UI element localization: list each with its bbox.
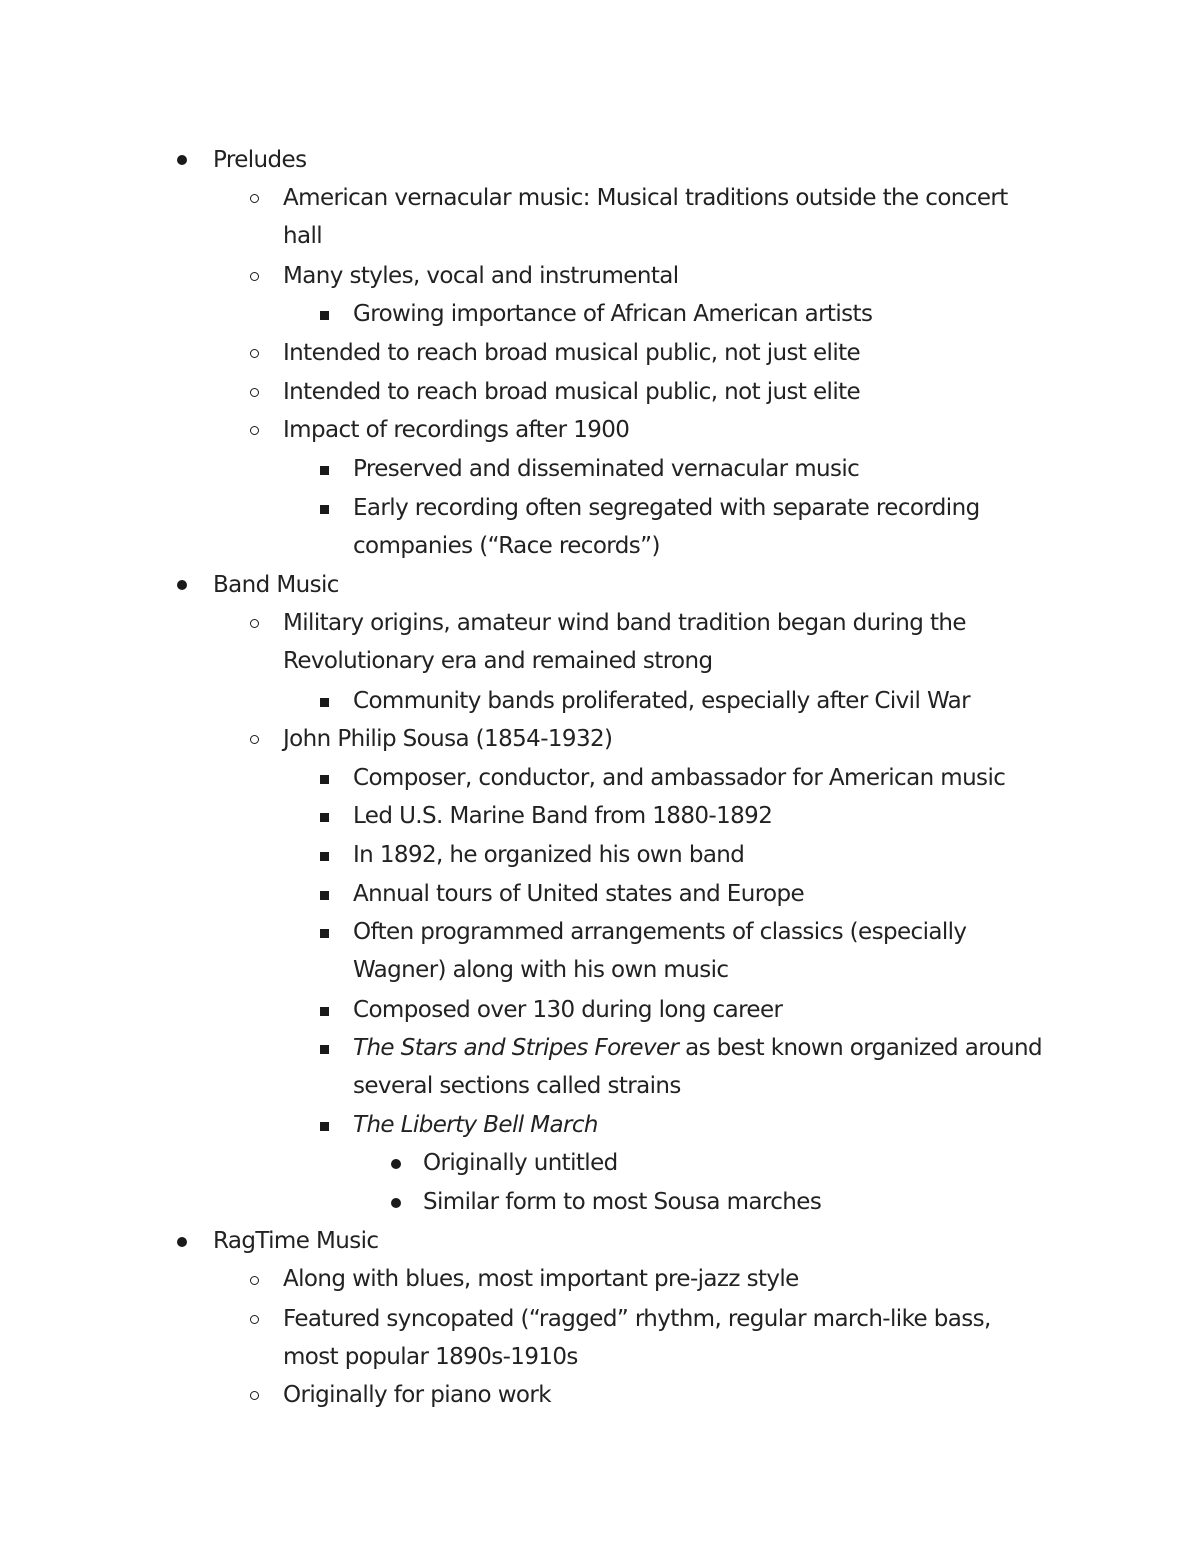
list-item-continuation: several sections called strains (353, 1073, 681, 1099)
bullet-square-icon (320, 813, 329, 822)
list-item: Composed over 130 during long career (353, 997, 783, 1023)
list-item: Impact of recordings after 1900 (283, 417, 630, 443)
bullet-circle-icon (250, 619, 259, 628)
bullet-square-icon (320, 311, 329, 320)
heading-band-music: Band Music (213, 572, 339, 598)
bullet-disc-icon (391, 1198, 401, 1208)
list-item: Originally untitled (423, 1150, 618, 1176)
list-item: Military origins, amateur wind band tradition began during the (283, 610, 966, 636)
list-item: Featured syncopated (“ragged” rhythm, regular march-like bass, (283, 1306, 991, 1332)
bullet-circle-icon (250, 426, 259, 435)
bullet-square-icon (320, 1122, 329, 1131)
bullet-square-icon (320, 1007, 329, 1016)
bullet-disc-icon (177, 1237, 187, 1247)
list-item: Similar form to most Sousa marches (423, 1189, 822, 1215)
list-item-text: as best known organized around (678, 1035, 1042, 1061)
bullet-circle-icon (250, 388, 259, 397)
list-item: American vernacular music: Musical traditions outside the concert (283, 185, 1008, 211)
list-item-continuation: most popular 1890s-1910s (283, 1344, 578, 1370)
list-item-continuation: hall (283, 223, 323, 249)
list-item-continuation: Revolutionary era and remained strong (283, 648, 713, 674)
heading-ragtime-music: RagTime Music (213, 1228, 379, 1254)
list-item: Intended to reach broad musical public, not just elite (283, 340, 861, 366)
list-item: Preserved and disseminated vernacular music (353, 456, 860, 482)
bullet-square-icon (320, 505, 329, 514)
list-item: Along with blues, most important pre-jazz style (283, 1266, 799, 1292)
bullet-circle-icon (250, 1276, 259, 1285)
bullet-square-icon (320, 775, 329, 784)
list-item: Growing importance of African American artists (353, 301, 873, 327)
list-item: John Philip Sousa (1854-1932) (283, 726, 613, 752)
list-item-continuation: Wagner) along with his own music (353, 957, 729, 983)
list-item: Community bands proliferated, especially after Civil War (353, 688, 970, 714)
bullet-square-icon (320, 891, 329, 900)
bullet-circle-icon (250, 1391, 259, 1400)
bullet-disc-icon (177, 580, 187, 590)
list-item: Led U.S. Marine Band from 1880-1892 (353, 803, 773, 829)
list-item: In 1892, he organized his own band (353, 842, 745, 868)
heading-preludes: Preludes (213, 147, 307, 173)
list-item-continuation: companies (“Race records”) (353, 533, 660, 559)
bullet-circle-icon (250, 349, 259, 358)
bullet-square-icon (320, 852, 329, 861)
bullet-square-icon (320, 698, 329, 707)
list-item: Many styles, vocal and instrumental (283, 263, 679, 289)
bullet-circle-icon (250, 194, 259, 203)
list-item: Originally for piano work (283, 1382, 551, 1408)
bullet-circle-icon (250, 1315, 259, 1324)
bullet-circle-icon (250, 272, 259, 281)
work-title: The Liberty Bell March (353, 1112, 598, 1138)
bullet-disc-icon (177, 155, 187, 165)
list-item: Composer, conductor, and ambassador for American music (353, 765, 1006, 791)
list-item: Often programmed arrangements of classics (especially (353, 919, 967, 945)
bullet-square-icon (320, 1045, 329, 1054)
work-title: The Stars and Stripes Forever (353, 1035, 679, 1061)
list-item: Early recording often segregated with separate recording (353, 495, 980, 521)
bullet-disc-icon (391, 1159, 401, 1169)
bullet-square-icon (320, 929, 329, 938)
list-item: Intended to reach broad musical public, not just elite (283, 379, 861, 405)
list-item (353, 1029, 1042, 1067)
bullet-circle-icon (250, 735, 259, 744)
bullet-square-icon (320, 466, 329, 475)
list-item: Annual tours of United states and Europe (353, 881, 805, 907)
